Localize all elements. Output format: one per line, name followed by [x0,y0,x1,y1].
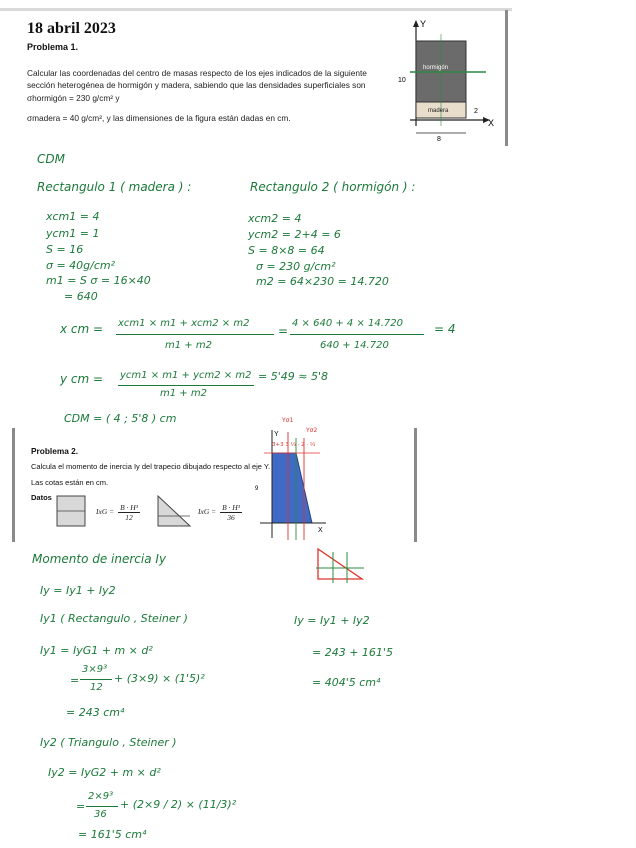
formula-rectangle [96,503,140,522]
fig1-dim-height: 10 [398,77,406,84]
xcm-label: x cm = [60,322,104,336]
problem2-datos: Datos [31,493,52,502]
formula-rect-num: B · H³ [120,503,138,512]
problem2-text: Calcula el momento de inercia Iy del trapecio dibujado respecto al eje Y. [31,462,271,471]
fig2-axis-x-label: X [318,527,323,534]
ycm-result: = 5'49 ≈ 5'8 [258,370,328,383]
fig1-dim-wood: 2 [474,108,478,115]
fig2-annotation-2: Yσ2 [306,427,318,434]
fig2-annotation-1: Yσ1 [282,417,294,424]
problem1-line4: σmadera = 40 g/cm², y las dimensiones de la figura están dadas en cm. [27,113,291,123]
fig1-axis-x-label: X [488,118,495,128]
xcm-numerator-values: 4 × 640 + 4 × 14.720 [292,318,404,329]
sol2-right-3: = 404'5 cm⁴ [312,676,381,689]
rect2-line: σ = 230 g/cm² [256,260,336,273]
sol2-line-4-num: 3×9³ [82,664,108,675]
problem1-line1: Calcular las coordenadas del centro de masas respecto de los ejes indicados de la siguiente [27,68,367,78]
fig1-label-hormigon: hormigón [423,65,449,71]
rect2-line: ycm2 = 2+4 = 6 [248,228,341,241]
formula-tri-num: B · H³ [222,503,240,512]
sol2-line-2: Iy1 ( Rectangulo , Steiner ) [40,612,188,625]
ycm-numerator: ycm1 × m1 + ycm2 × m2 [120,370,252,381]
rect1-line: m1 = S σ = 16×40 [46,274,151,287]
problem1-label: Problema 1. [27,42,79,52]
ycm-label: y cm = [60,372,104,386]
left-divider-p2 [12,428,15,542]
sol2-line-8-rest: + (2×9 / 2) × (11/3)² [120,798,237,811]
sol2-line-4-bar [80,679,112,680]
sol2-line-7: Iy2 = IyG2 + m × d² [48,766,161,779]
sol2-line-8-den: 36 [94,809,107,820]
xcm-numerator: xcm1 × m1 + xcm2 × m2 [118,318,250,329]
fig1-dim-width: 8 [437,136,441,143]
rect2-line: m2 = 64×230 = 14.720 [256,275,389,288]
sol2-line-4-eq: = [70,674,80,687]
xcm-equals: = [278,324,289,338]
formula-tri-den: 36 [227,513,235,522]
problem1-figure [390,14,502,144]
formula-tri-lhs: IxG = [198,507,217,517]
solution2-triangle-sketch [314,546,366,584]
sol2-line-6: Iy2 ( Triangulo , Steiner ) [40,736,177,749]
rect1-title: Rectangulo 1 ( madera ) : [37,180,192,194]
rect1-line: S = 16 [46,243,84,256]
ycm-denominator: m1 + m2 [160,388,207,399]
sol2-line-9: = 161'5 cm⁴ [78,828,147,841]
xcm-denominator-values: 640 + 14.720 [320,340,389,351]
sol2-line-1: Iy = Iy1 + Iy2 [40,584,116,597]
xcm-result: = 4 [434,322,456,336]
right-divider-top [505,10,508,146]
fig2-dim-height: 9 [255,486,259,492]
sol2-line-4-rest: + (3×9) × (1'5)² [114,672,205,685]
fig1-axis-y-label: Y [420,19,427,29]
cdm-result: CDM = ( 4 ; 5'8 ) cm [64,412,177,425]
rect1-line: = 640 [64,290,98,303]
rect2-line: xcm2 = 4 [248,212,302,225]
ycm-fraction-bar [118,385,254,386]
rect1-line: xcm1 = 4 [46,210,100,223]
problem1-line3: σhormigón = 230 g/cm² y [27,93,120,103]
datos-rectangle-figure [56,495,86,527]
rect1-line: σ = 40g/cm² [46,259,116,272]
sol2-line-8-num: 2×9³ [88,791,114,802]
rect2-title: Rectangulo 2 ( hormigón ) : [250,180,416,194]
formula-rect-den: 12 [125,513,133,522]
xcm-fraction-bar-values [290,334,424,335]
fig1-label-madera: madera [428,108,449,114]
sol2-right-1: Iy = Iy1 + Iy2 [294,614,370,627]
problem2-figure [250,408,330,546]
rect1-line: ycm1 = 1 [46,227,100,240]
solution2-title: Momento de inercia Iy [32,552,167,566]
sol2-line-5: = 243 cm⁴ [66,706,125,719]
right-divider-p2 [414,428,417,542]
cdm-heading: CDM [37,152,65,166]
problem2-cotas: Las cotas están en cm. [31,478,109,487]
top-divider [0,8,512,11]
sol2-right-2: = 243 + 161'5 [312,646,393,659]
formula-rect-lhs: IxG = [96,507,115,517]
datos-triangle-figure [156,495,192,527]
problem2-label: Problema 2. [31,446,79,456]
sol2-line-8-bar [86,806,118,807]
fig2-axis-y-label: Y [274,431,279,438]
formula-triangle [198,503,242,522]
problem1-line2: sección heterogénea de hormigón y madera, sabiendo que las densidades superficiales son [27,80,366,90]
page-title: 18 abril 2023 [27,20,116,37]
rect2-line: S = 8×8 = 64 [248,244,325,257]
sol2-line-3: Iy1 = IyG1 + m × d² [40,644,153,657]
xcm-denominator: m1 + m2 [165,340,212,351]
fig2-top-dims: 3+3 3 ⅓ · 2 · ⅔ [272,442,316,448]
xcm-fraction-bar [116,334,274,335]
fig1-y-arrow-icon [413,20,419,27]
sol2-line-4-den: 12 [90,682,103,693]
sol2-line-8-eq: = [76,800,86,813]
fig2-trapezoid [272,453,312,523]
